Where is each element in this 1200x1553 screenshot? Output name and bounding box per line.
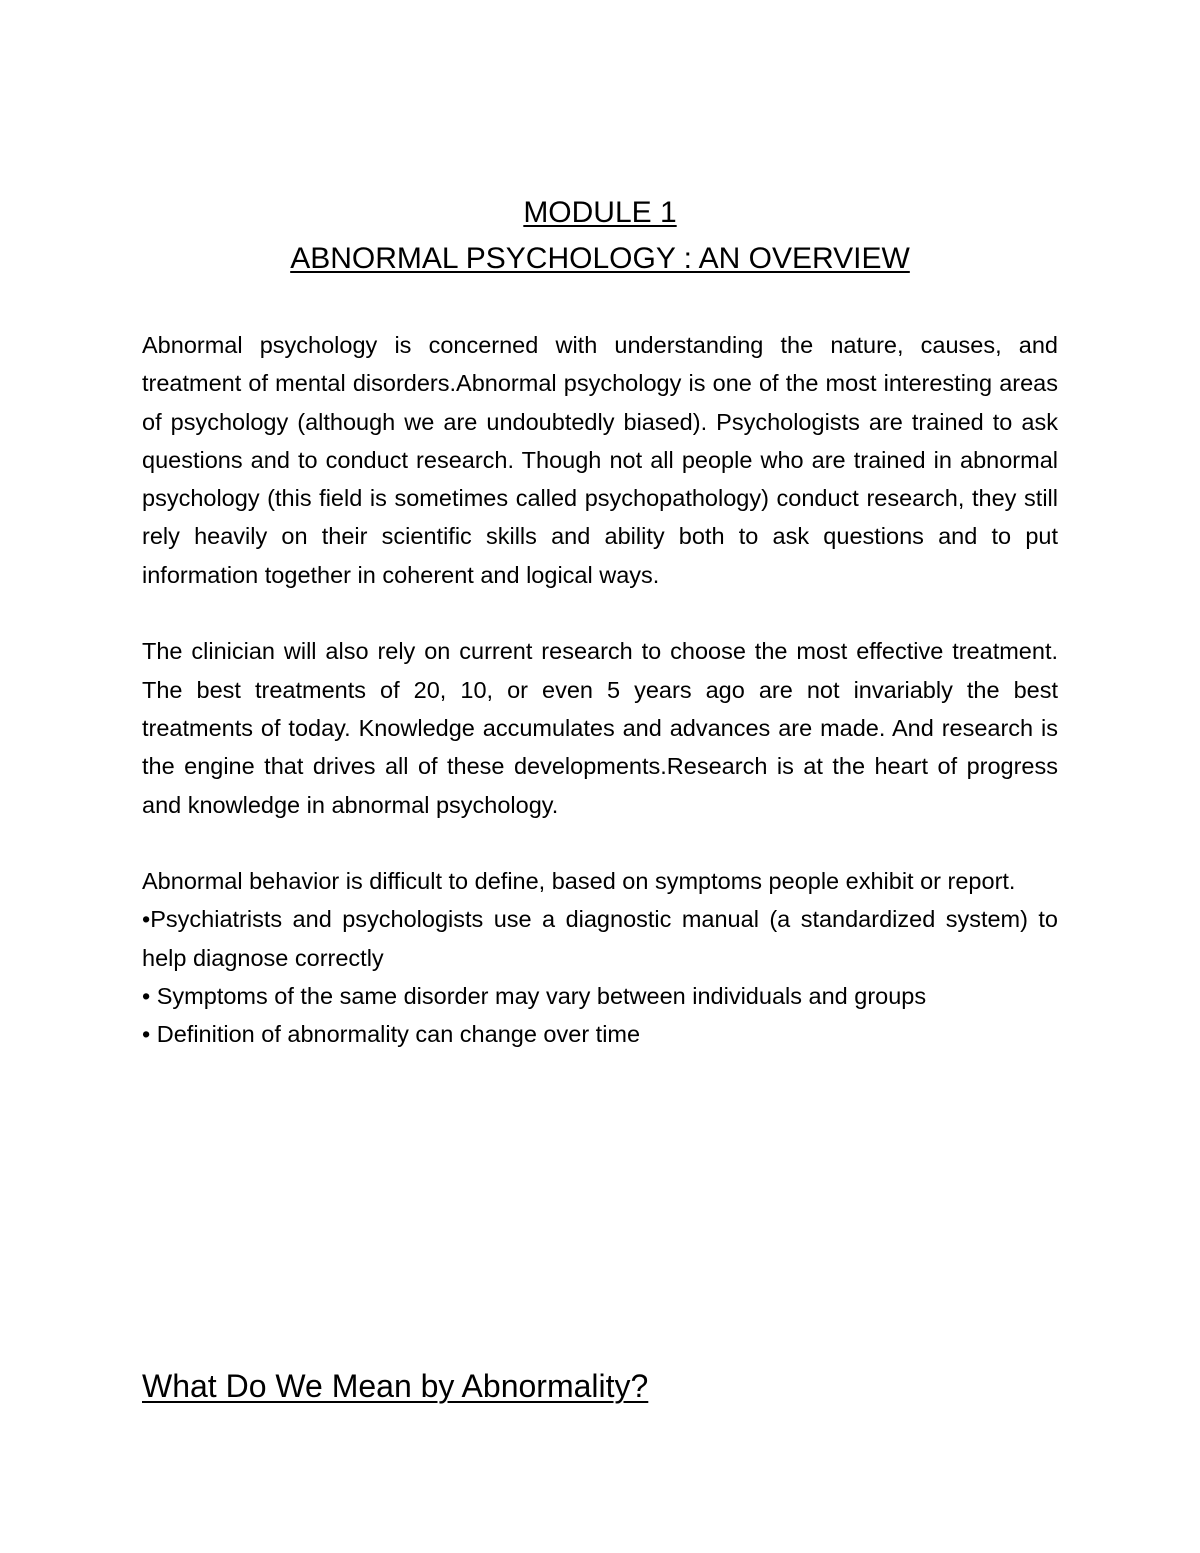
main-title-text: ABNORMAL PSYCHOLOGY : AN OVERVIEW bbox=[290, 242, 910, 275]
paragraph-clinician: The clinician will also rely on current research to choose the most effective treatment. The best treatments of 20, 10, or even 5 years ago are not invariably the best treatments of today. Knowledge accumulates and advances are made. And research is the engine that drives all of these developments.Research is at the heart of progress and knowledge in abnormal psychology. bbox=[142, 638, 1058, 818]
list-item: • Symptoms of the same disorder may vary between individuals and groups bbox=[142, 983, 927, 1010]
section-heading: What Do We Mean by Abnormality? bbox=[142, 1368, 649, 1404]
document-body bbox=[142, 188, 1058, 1054]
paragraph-intro: Abnormal psychology is concerned with understanding the nature, causes, and treatment of mental disorders.Abnormal psychology is one of the most interesting areas of psychology (although we are undoubtedly biased). Psychologists are trained to ask questions and to conduct research. Though not all people who are trained in abnormal psychology (this field is sometimes called psychopathology) conduct research, they still rely heavily on their scientific skills and ability both to ask questions and to put information together in coherent and logical ways. bbox=[142, 332, 1058, 588]
bullet-list bbox=[142, 900, 1058, 1053]
list-item: •Psychiatrists and psychologists use a diagnostic manual (a standardized system) to help diagnose correctly bbox=[142, 906, 1058, 971]
module-title bbox=[142, 188, 1058, 234]
module-title-text: MODULE 1 bbox=[523, 196, 677, 229]
list-intro: Abnormal behavior is difficult to define, based on symptoms people exhibit or report. bbox=[142, 868, 1016, 895]
main-title bbox=[142, 234, 1058, 280]
list-item: • Definition of abnormality can change over time bbox=[142, 1021, 641, 1048]
